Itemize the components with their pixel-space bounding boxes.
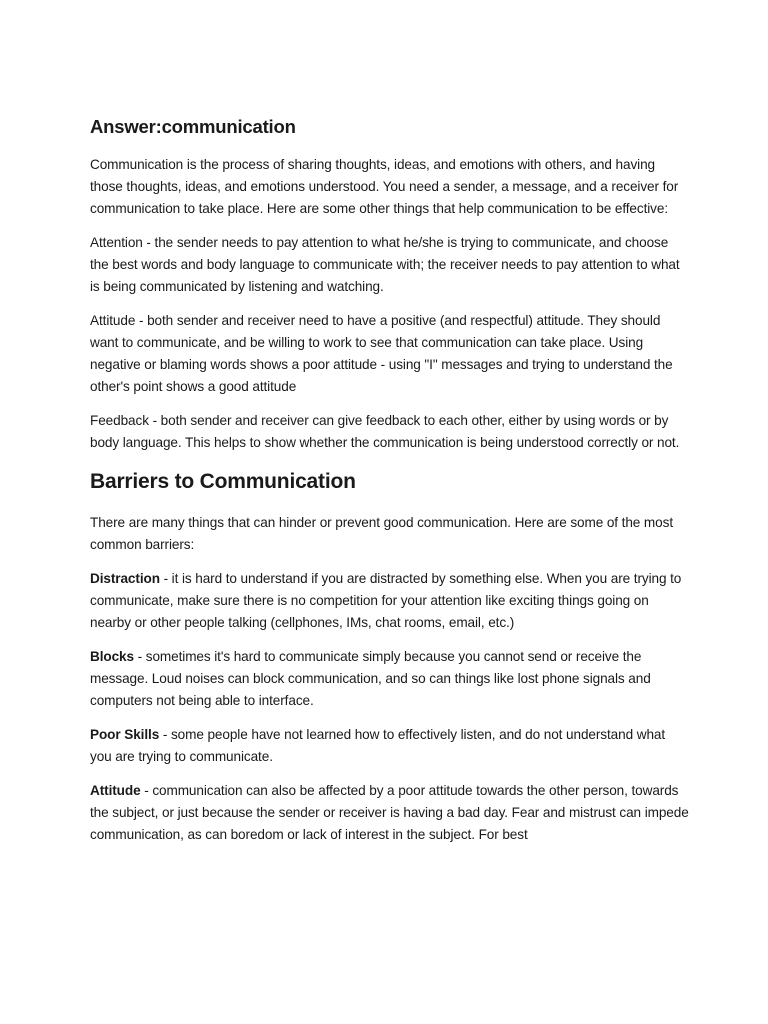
barrier-term: Attitude bbox=[90, 783, 141, 798]
barrier-text: - communication can also be affected by a poor attitude towards the other person, towards the subject, or just because the sender or receiver is having a bad day. Fear and mistrust can impede communication, as can boredom or lack of interest in the subject. For best bbox=[90, 783, 689, 842]
barrier-term: Blocks bbox=[90, 649, 134, 664]
barrier-item-distraction bbox=[90, 568, 690, 634]
barrier-item-poor-skills bbox=[90, 724, 690, 768]
barriers-intro-paragraph: There are many things that can hinder or prevent good communication. Here are some of the most common barriers: bbox=[90, 515, 673, 552]
barrier-text: - sometimes it's hard to communicate simply because you cannot send or receive the message. Loud noises can block communication, and so can things like lost phone signals and computers not being able to interface. bbox=[90, 649, 651, 708]
barrier-term: Distraction bbox=[90, 571, 160, 586]
barrier-text: - some people have not learned how to effectively listen, and do not understand what you are trying to communicate. bbox=[90, 727, 666, 764]
barriers-heading: Barriers to Communication bbox=[90, 470, 356, 493]
intro-paragraph: Communication is the process of sharing thoughts, ideas, and emotions with others, and having those thoughts, ideas, and emotions understood. You need a sender, a message, and a receiver for communication to take place. Here are some other things that help communication to be effective: bbox=[90, 157, 679, 216]
barrier-item-attitude bbox=[90, 780, 690, 846]
barrier-text: - it is hard to understand if you are distracted by something else. When you are trying to communicate, make sure there is no competition for your attention like exciting things going on nearby or other people talking (cellphones, IMs, chat rooms, email, etc.) bbox=[90, 571, 682, 630]
feedback-paragraph: Feedback - both sender and receiver can give feedback to each other, either by using words or by body language. This helps to show whether the communication is being understood correctly or not. bbox=[90, 413, 680, 450]
answer-heading: Answer:communication bbox=[90, 116, 296, 137]
document-page bbox=[90, 112, 690, 858]
attitude-paragraph: Attitude - both sender and receiver need to have a positive (and respectful) attitude. They should want to communicate, and be willing to work to see that communication can take place. Using negative or blaming words shows a poor attitude - using "I" messages and trying to understand the other's point shows a good attitude bbox=[90, 313, 673, 394]
barrier-item-blocks bbox=[90, 646, 690, 712]
attention-paragraph: Attention - the sender needs to pay attention to what he/she is trying to communicate, and choose the best words and body language to communicate with; the receiver needs to pay attention to what is being communicated by listening and watching. bbox=[90, 235, 680, 294]
barrier-term: Poor Skills bbox=[90, 727, 160, 742]
